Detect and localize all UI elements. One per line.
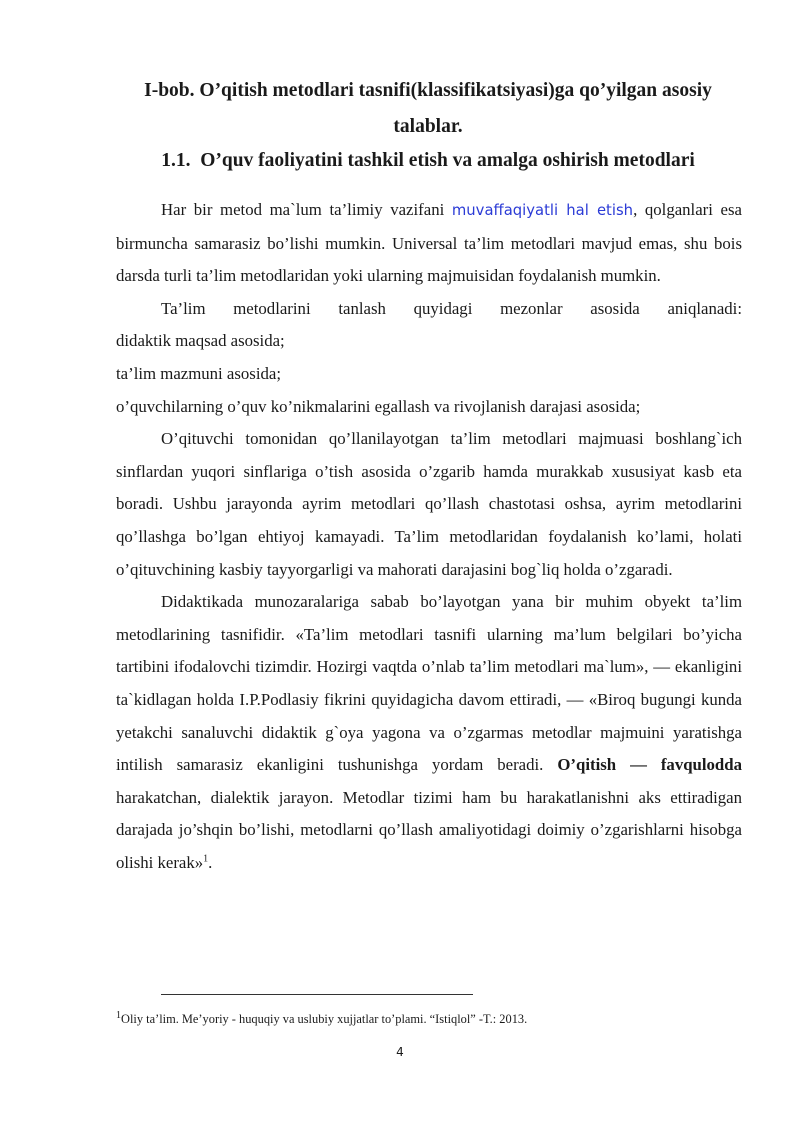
- page-number: 4: [396, 1045, 404, 1059]
- footnote-divider: [161, 994, 473, 995]
- criteria-item-1: didaktik maqsad asosida;: [116, 331, 285, 351]
- chapter-title-line2: talablar.: [393, 116, 463, 137]
- paragraph-2: Ta’lim metodlarini tanlash quyidagi mezonlar asosida aniqlanadi:: [161, 298, 742, 318]
- paragraph-4-start: Didaktikada munozaralariga sabab bo’layotgan yana bir muhim obyekt ta’lim metodlarining tasnifidir. «Ta’lim metodlari tasnifi ularning ma’lum belgilari bo’yicha tartibini ifodalovchi tizimdir. Hozirgi vaqtda o’nlab ta’lim metodlari ma`lum», — ekanligini ta`kidlagan holda I.P.Podlasiy fikrini quyidagicha davom ettiradi, — «Biroq bugungi kunda yetakchi sanaluvchi didaktik g`oya yagona va o’zgarmas metodlar majmuini yaratishga intilish samarasiz ekanligini tushunishga yordam beradi.: [116, 592, 742, 775]
- body-text: [116, 194, 742, 879]
- chapter-title: [113, 73, 743, 145]
- paragraph-1: [116, 194, 742, 293]
- footnote-reference[interactable]: 1: [203, 853, 209, 865]
- section-title-text: O’quv faoliyatini tashkil etish va amalga oshirish metodlari: [200, 150, 695, 171]
- criteria-item-2: ta’lim mazmuni asosida;: [116, 363, 281, 383]
- paragraph-1-end: , qolganlari esa birmuncha samarasiz bo’lishi mumkin. Universal ta’lim metodlari mavjud emas, shu bois darsda turli ta’lim metodlaridan yoki ularning majmuisidan foydalanish mumkin.: [116, 200, 742, 286]
- section-title: [113, 143, 743, 179]
- footnote: [116, 1011, 742, 1027]
- paragraph-4-period: .: [208, 852, 213, 872]
- chapter-title-line1: I-bob. O’qitish metodlari tasnifi(klassifikatsiyasi)ga qo’yilgan asosiy: [144, 80, 712, 101]
- paragraph-3: O’qituvchi tomonidan qo’llanilayotgan ta’lim metodlari majmuasi boshlang`ich sinflardan yuqori sinflariga o’tish asosida o’zgarib hamda murakkab xususiyat kasb eta boradi. Ushbu jarayonda ayrim metodlari qo’llash chastotasi oshsa, ayrim metodlarini qo’llashga bo’lgan ehtiyoj kamayadi. Ta’lim metodlaridan foydalanish ko’lami, holati o’qituvchining kasbiy tayyorgarligi va mahorati darajasini bog`liq holda o’zgaradi.: [116, 429, 742, 579]
- paragraph-4-end: harakatchan, dialektik jarayon. Metodlar tizimi ham bu harakatlanishni aks ettiradigan darajada jo’shqin bo’lishi, metodlarni qo’llash amaliyotidagi doimiy o’zgarishlarni hisobga olishi kerak»: [116, 787, 742, 872]
- paragraph-4-bold: O’qitish — favqulodda: [557, 755, 742, 775]
- footnote-marker: 1: [116, 1009, 121, 1021]
- hyperlink[interactable]: muvaffaqiyatli hal etish: [451, 202, 634, 219]
- paragraph-1-start: Har bir metod ma`lum ta’limiy vazifani: [161, 200, 452, 219]
- criteria-item-3: o’quvchilarning o’quv ko’nikmalarini egallash va rivojlanish darajasi asosida;: [116, 396, 641, 416]
- footnote-text: Oliy ta’lim. Me’yoriy - huquqiy va uslubiy xujjatlar to’plami. “Istiqlol” -T.: 2013.: [121, 1012, 528, 1026]
- section-number: 1.1.: [161, 150, 191, 171]
- paragraph-4: [116, 586, 742, 879]
